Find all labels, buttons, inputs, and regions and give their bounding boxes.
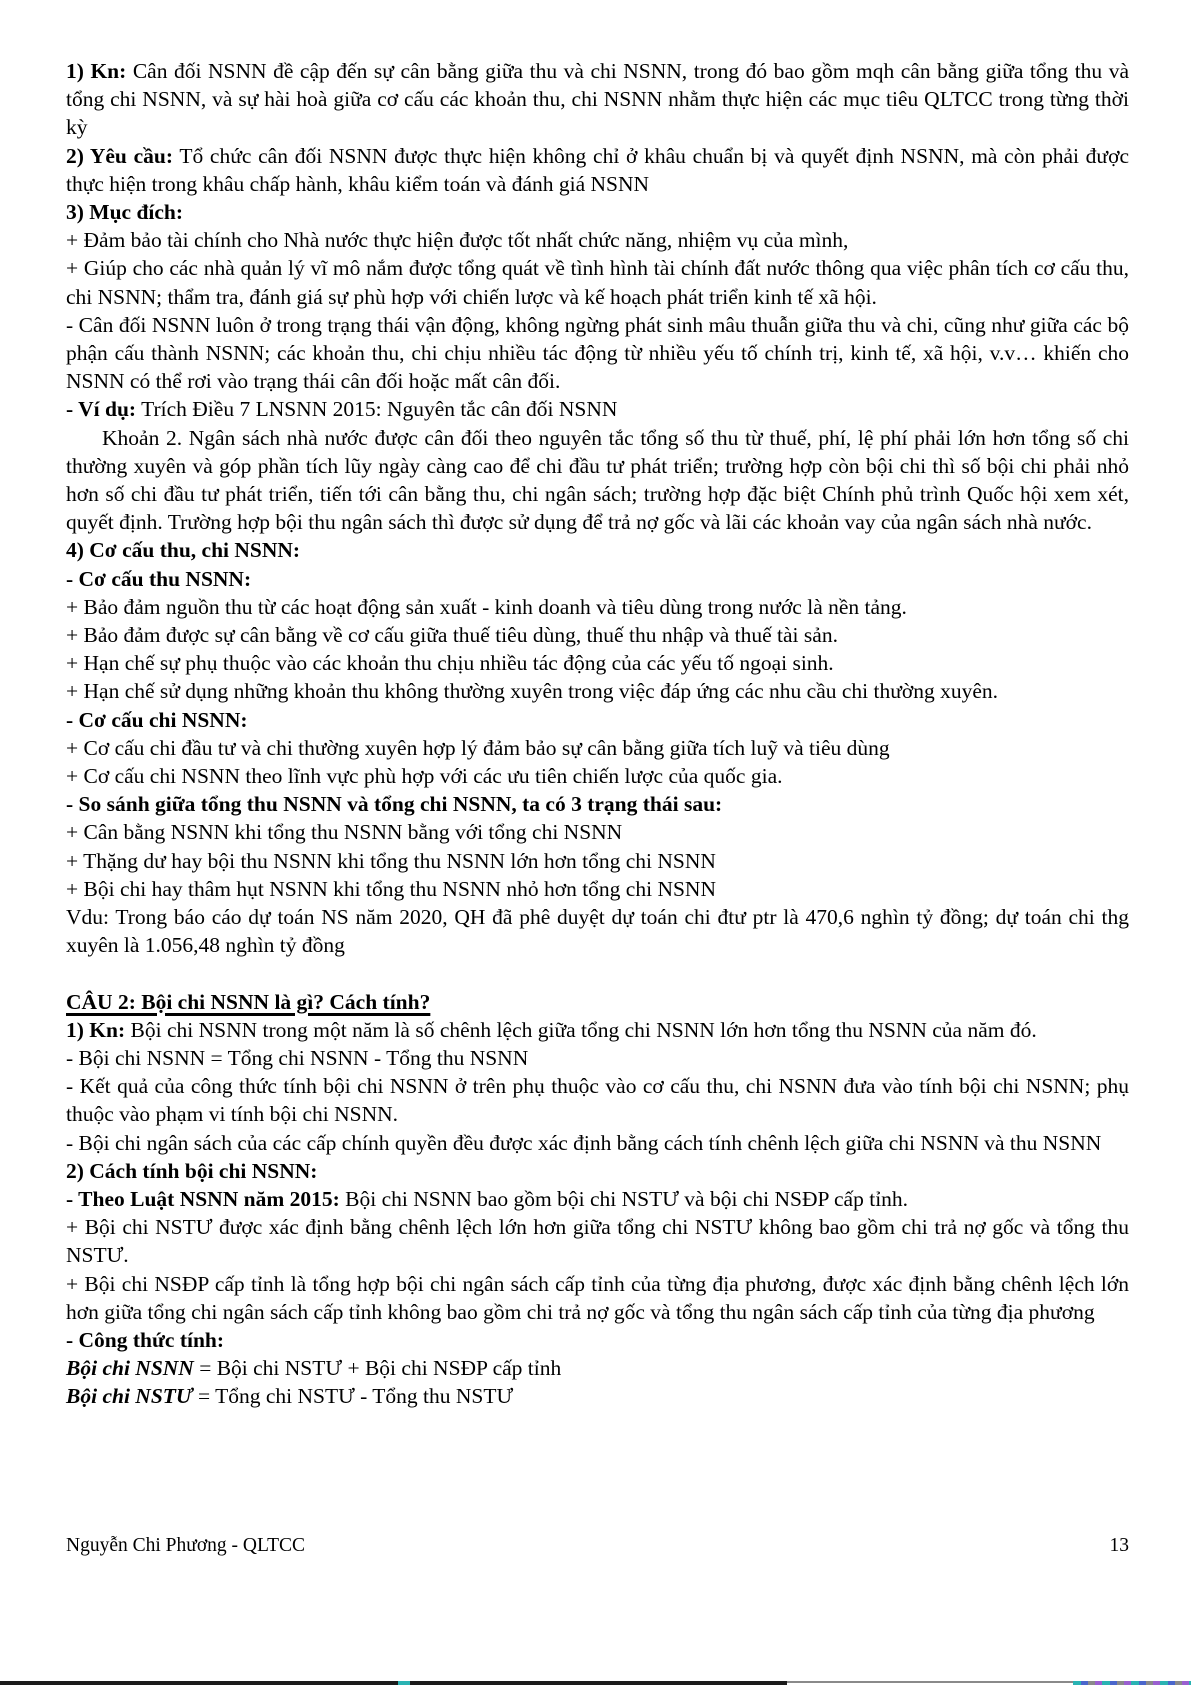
- text-segment: + Cơ cấu chi đầu tư và chi thường xuyên hợp lý đảm bảo sự cân bằng giữa tích luỹ và tiêu dùng: [66, 735, 890, 760]
- next-page-edge-tick: [398, 1681, 410, 1685]
- footer-author: Nguyễn Chi Phương - QLTCC: [66, 1535, 306, 1556]
- text-segment: Tổ chức cân đối NSNN được thực hiện không chỉ ở khâu chuẩn bị và quyết định NSNN, mà còn phải được thực hiện trong khâu chấp hành, khâu kiểm toán và đánh giá NSNN: [66, 143, 1129, 196]
- text-segment: Trích Điều 7 LNSNN 2015: Nguyên tắc cân đối NSNN: [136, 397, 618, 422]
- text-segment: - Theo Luật NSNN năm 2015:: [66, 1186, 340, 1211]
- text-segment: Khoản 2. Ngân sách nhà nước được cân đối theo nguyên tắc tổng số thu từ thuế, phí, lệ phí phải lớn hơn tổng số chi thường xuyên và góp phần tích lũy ngày càng cao để chi đầu tư phát triển; trường hợp còn bội chi thì số bội chi phải nhỏ hơn số chi đầu tư phát triển, tiến tới cân bằng thu, chi ngân sách; trường hợp đặc biệt Chính phủ trình Quốc hội xem xét, quyết định. Trường hợp bội thu ngân sách thì được sử dụng để trả nợ gốc và lãi các khoản vay của ngân sách nhà nước.: [66, 425, 1129, 535]
- para-trang-thai-1: [66, 818, 1129, 846]
- para-trang-thai-3: [66, 875, 1129, 903]
- heading-so-sanh: [66, 790, 1129, 818]
- text-segment: - Kết quả của công thức tính bội chi NSNN ở trên phụ thuộc vào cơ cấu thu, chi NSNN đưa vào tính bội chi NSNN; phụ thuộc vào phạm vi tính bội chi NSNN.: [66, 1074, 1129, 1127]
- para-yeu-cau: [66, 142, 1129, 198]
- text-segment: 2) Yêu cầu:: [66, 143, 173, 168]
- text-segment: + Hạn chế sự phụ thuộc vào các khoản thu chịu nhiều tác động của các yếu tố ngoại sinh.: [66, 651, 834, 676]
- text-segment: Vdu: Trong báo cáo dự toán NS năm 2020, QH đã phê duyệt dự toán chi đtư ptr là 470,6 nghìn tỷ đồng; dự toán chi thg xuyên là 1.056,48 nghìn tỷ đồng: [66, 905, 1129, 958]
- text-segment: 3) Mục đích:: [66, 200, 184, 225]
- text-segment: - Công thức tính:: [66, 1327, 225, 1352]
- para-cong-thuc-tong-quat: [66, 1044, 1129, 1072]
- para-thu-4: [66, 677, 1129, 705]
- heading-cong-thuc-tinh: [66, 1326, 1129, 1354]
- text-segment: - Bội chi ngân sách của các cấp chính quyền đều được xác định bằng cách tính chênh lệch giữa chi NSNN và thu NSNN: [66, 1130, 1102, 1155]
- heading-co-cau-chi: [66, 706, 1129, 734]
- text-segment: + Bội chi NSTƯ được xác định bằng chênh lệch lớn hơn giữa tổng chi NSTƯ không bao gồm chi trả nợ gốc và tổng thu NSTƯ.: [66, 1215, 1129, 1268]
- text-segment: + Bảo đảm nguồn thu từ các hoạt động sản xuất - kinh doanh và tiêu dùng trong nước là nền tảng.: [66, 594, 907, 619]
- next-page-edge-bar: [0, 1681, 787, 1685]
- text-segment: 1) Kn:: [66, 1017, 126, 1042]
- text-segment: CÂU 2: Bội chi NSNN là gì? Cách tính?: [66, 989, 431, 1014]
- text-segment: + Bảo đảm được sự cân bằng về cơ cấu giữa thuế tiêu dùng, thuế thu nhập và thuế tài sản.: [66, 623, 838, 648]
- text-segment: + Hạn chế sử dụng những khoản thu không thường xuyên trong việc đáp ứng các nhu cầu chi thường xuyên.: [66, 679, 999, 704]
- para-ket-qua: [66, 1072, 1129, 1128]
- para-thu-2: [66, 621, 1129, 649]
- text-segment: + Bội chi hay thâm hụt NSNN khi tổng thu NSNN nhỏ hơn tổng chi NSNN: [66, 876, 716, 901]
- text-segment: + Cân bằng NSNN khi tổng thu NSNN bằng với tổng chi NSNN: [66, 820, 623, 845]
- text-segment: - Bội chi NSNN = Tổng chi NSNN - Tổng thu NSNN: [66, 1045, 529, 1070]
- para-thu-1: [66, 593, 1129, 621]
- para-chi-1: [66, 734, 1129, 762]
- text-segment: + Giúp cho các nhà quản lý vĩ mô nắm được tổng quát về tình hình tài chính đất nước thông qua việc phân tích cơ cấu thu, chi NSNN; thẩm tra, đánh giá sự phù hợp với chiến lược và kế hoạch phát triển kinh tế xã hội.: [66, 256, 1129, 309]
- text-segment: Bội chi NSTƯ: [66, 1384, 193, 1409]
- document-body: [66, 57, 1129, 1411]
- para-khoan-2: [66, 424, 1129, 537]
- text-segment: 1) Kn:: [66, 59, 127, 83]
- para-kn-dinh-nghia: [66, 57, 1129, 142]
- para-boi-chi-cac-cap: [66, 1129, 1129, 1157]
- text-segment: Bội chi NSNN: [66, 1356, 194, 1381]
- para-boi-chi-kn: [66, 1016, 1129, 1044]
- text-segment: = Bội chi NSTƯ + Bội chi NSĐP cấp tỉnh: [193, 1356, 562, 1381]
- para-muc-dich-2: [66, 254, 1129, 310]
- para-trang-thai-2: [66, 847, 1129, 875]
- formula-boi-chi-nstu: [66, 1382, 1129, 1410]
- formula-boi-chi-nsnn: [66, 1354, 1129, 1382]
- para-thu-3: [66, 649, 1129, 677]
- para-chi-2: [66, 762, 1129, 790]
- text-segment: - Cân đối NSNN luôn ở trong trạng thái vận động, không ngừng phát sinh mâu thuẫn giữa thu và chi, cũng như giữa các bộ phận cấu thành NSNN; các khoản thu, chi chịu nhiều tác động từ nhiều yếu tố chính trị, kinh tế, xã hội, v.v… khiến cho NSNN có thể rơi vào trạng thái cân đối hoặc mất cân đối.: [66, 312, 1129, 394]
- text-segment: - Ví dụ:: [66, 397, 137, 422]
- next-page-edge: [0, 1680, 1191, 1685]
- text-segment: - Cơ cấu thu NSNN:: [66, 566, 252, 591]
- text-segment: - So sánh giữa tổng thu NSNN và tổng chi NSNN, ta có 3 trạng thái sau:: [66, 792, 723, 817]
- para-boi-chi-nsdp: [66, 1270, 1129, 1326]
- heading-muc-dich: [66, 198, 1129, 226]
- text-segment: + Thặng dư hay bội thu NSNN khi tổng thu NSNN lớn hơn tổng chi NSNN: [66, 848, 716, 873]
- text-segment: 2) Cách tính bội chi NSNN:: [66, 1158, 318, 1183]
- heading-co-cau-thu-chi: [66, 536, 1129, 564]
- footer-page-number: 13: [1109, 1535, 1129, 1556]
- para-theo-luat: [66, 1185, 1129, 1213]
- text-segment: - Cơ cấu chi NSNN:: [66, 707, 248, 732]
- text-segment: 4) Cơ cấu thu, chi NSNN:: [66, 538, 301, 563]
- heading-co-cau-thu: [66, 565, 1129, 593]
- para-trang-thai-van-dong: [66, 311, 1129, 396]
- text-segment: + Cơ cấu chi NSNN theo lĩnh vực phù hợp với các ưu tiên chiến lược của quốc gia.: [66, 764, 783, 789]
- para-muc-dich-1: [66, 226, 1129, 254]
- text-segment: + Bội chi NSĐP cấp tỉnh là tổng hợp bội chi ngân sách cấp tỉnh của từng địa phương, được xác định bằng chênh lệch lớn hơn giữa tổng chi ngân sách cấp tỉnh không bao gồm chi trả nợ gốc và tổng thu ngân sách cấp tỉnh của từng địa phương: [66, 1271, 1129, 1324]
- heading-cau-2: [66, 988, 1129, 1016]
- heading-cach-tinh: [66, 1157, 1129, 1185]
- text-segment: + Đảm bảo tài chính cho Nhà nước thực hiện được tốt nhất chức năng, nhiệm vụ của mình,: [66, 228, 849, 253]
- text-segment: Cân đối NSNN đề cập đến sự cân bằng giữa thu và chi NSNN, trong đó bao gồm mqh cân bằng giữa tổng thu và tổng chi NSNN, và sự hài hoà giữa cơ cấu các khoản thu, chi NSNN nhằm thực hiện các mục tiêu QLTCC trong từng thời kỳ: [66, 59, 1129, 140]
- para-boi-chi-nstu: [66, 1213, 1129, 1269]
- text-segment: Bội chi NSNN bao gồm bội chi NSTƯ và bội chi NSĐP cấp tỉnh.: [339, 1186, 909, 1211]
- para-vdu-2020: [66, 903, 1129, 959]
- text-segment: Bội chi NSNN trong một năm là số chênh lệch giữa tổng chi NSNN lớn hơn tổng thu NSNN của năm đó.: [125, 1017, 1037, 1042]
- next-page-edge-dashes: [1073, 1681, 1191, 1685]
- page-footer: [66, 1533, 1129, 1559]
- text-segment: = Tổng chi NSTƯ - Tổng thu NSTƯ: [192, 1384, 514, 1409]
- para-vi-du: [66, 395, 1129, 423]
